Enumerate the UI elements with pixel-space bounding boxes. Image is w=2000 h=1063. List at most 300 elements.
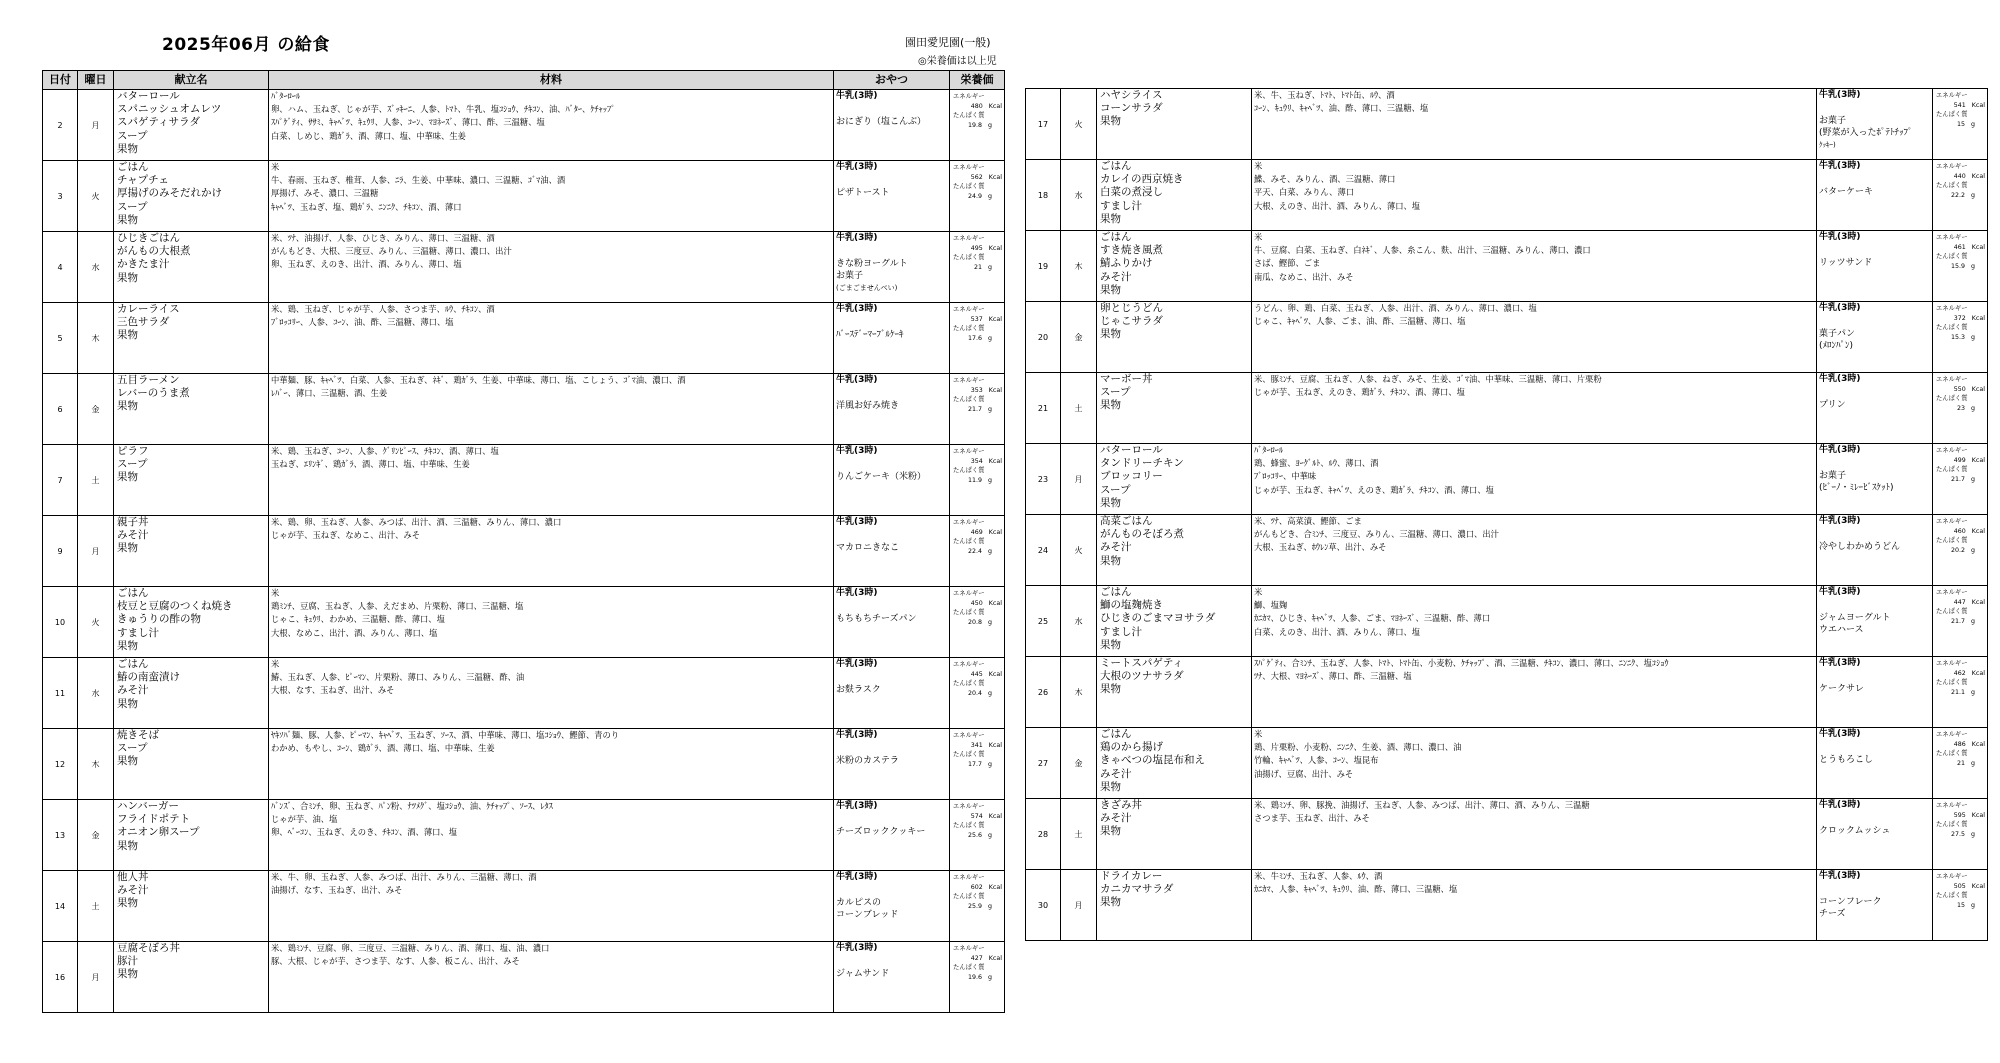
menu-item: ひじきごはん (117, 232, 180, 244)
energy-label: エネルギー (953, 803, 985, 810)
day-cell: 14 (43, 871, 78, 942)
snack-milk: 牛乳(3時) (1819, 161, 1861, 171)
snack-cell (834, 232, 950, 303)
protein-value (1936, 191, 1987, 201)
protein-number: 25.9 (967, 902, 982, 910)
menu-item: 枝豆と豆腐のつくね焼き (117, 600, 233, 613)
snack-main: もちもちチーズパン (836, 614, 917, 624)
menu-cell (114, 445, 269, 516)
menu-item: ハヤシライス (1100, 89, 1163, 101)
nutrition-cell (950, 729, 1005, 800)
ingredients-cell (269, 232, 834, 303)
snack-main: コーンフレーク (1819, 897, 1882, 907)
protein-label: たんぱく質 (1936, 821, 1968, 829)
energy-unit: Kcal (1971, 101, 1985, 109)
ingredients-cell (1252, 231, 1817, 302)
snack-extra-note: (ごまごませんべい) (836, 284, 898, 292)
table-row (1026, 728, 1988, 799)
protein-label: たんぱく質 (953, 112, 985, 120)
energy-number: 505 (1953, 882, 1966, 890)
protein-number: 17.6 (967, 334, 982, 342)
ingredients-cell (1252, 728, 1817, 799)
protein-unit: g (988, 689, 992, 697)
menu-cell (1097, 231, 1252, 302)
protein-value (1936, 404, 1987, 414)
protein-label: たんぱく質 (953, 893, 985, 901)
energy-label: エネルギー (1936, 163, 1968, 170)
day-cell: 13 (43, 800, 78, 871)
menu-item: 高菜ごはん (1100, 515, 1153, 527)
energy-value (953, 812, 1004, 822)
energy-number: 445 (970, 670, 983, 678)
energy-unit: Kcal (988, 102, 1002, 110)
ingredients-cell (269, 587, 834, 658)
nutrition-cell (950, 445, 1005, 516)
menu-item: 果物 (117, 271, 138, 284)
snack-main: 冷やしわかめうどん (1819, 542, 1901, 552)
snack-main: クロックムッシュ (1819, 826, 1891, 836)
menu-item: ごはん (1100, 728, 1132, 740)
protein-number: 15 (1956, 901, 1965, 909)
menu-item: カレイの西京焼き (1100, 173, 1184, 186)
day-cell: 5 (43, 303, 78, 374)
menu-item: ごはん (117, 658, 149, 670)
protein-label: たんぱく質 (953, 396, 985, 404)
ingredient-line: 油揚げ、なす、玉ねぎ、出汁、みそ (271, 885, 403, 896)
ingredient-line: 中華麺、豚、ｷｬﾍﾞﾂ、白菜、人参、玉ねぎ、ﾈｷﾞ、鶏ｶﾞﾗ、生姜、中華味、薄口、塩、こしょう、ｺﾞﾏ油、濃口、酒 (271, 375, 686, 385)
ingredient-line: 鶏、片栗粉、小麦粉、ﾆﾝﾆｸ、生姜、酒、薄口、濃口、油 (1254, 742, 1462, 753)
ingredient-line: 米、鶏ﾐﾝﾁ、卵、豚挽、油揚げ、玉ねぎ、人参、みつば、出汁、薄口、酒、みりん、三温糖 (1254, 800, 1590, 810)
protein-unit: g (988, 405, 992, 413)
ingredient-line: ﾌﾞﾛｯｺﾘｰ、中華味 (1254, 471, 1317, 482)
menu-item: みそ汁 (117, 884, 149, 897)
energy-value (1936, 598, 1987, 608)
protein-value (1936, 830, 1987, 840)
energy-number: 460 (1953, 527, 1966, 535)
weekday-cell: 水 (1061, 586, 1097, 657)
energy-number: 595 (1953, 811, 1966, 819)
energy-value (953, 315, 1004, 325)
nutrition-cell (950, 303, 1005, 374)
ingredient-line: 米、ﾂﾅ、油揚げ、人参、ひじき、みりん、薄口、三温糖、酒 (271, 233, 495, 243)
day-cell: 19 (1026, 231, 1061, 302)
protein-unit: g (1971, 120, 1975, 128)
energy-label: エネルギー (1936, 518, 1968, 525)
ingredient-line: ﾌﾞﾛｯｺﾘｰ、人参、ｺｰﾝ、油、酢、三温糖、薄口、塩 (271, 317, 454, 328)
ingredient-line: 厚揚げ、みそ、濃口、三温糖 (271, 188, 379, 199)
ingredient-line: 白菜、えのき、出汁、酒、みりん、薄口、塩 (1254, 626, 1421, 637)
menu-item: 果物 (117, 329, 138, 342)
day-cell: 10 (43, 587, 78, 658)
snack-milk: 牛乳(3時) (1819, 516, 1861, 526)
snack-cell (834, 800, 950, 871)
nutrition-cell (1933, 302, 1988, 373)
protein-value (1936, 617, 1987, 627)
menu-cell (1097, 799, 1252, 870)
energy-unit: Kcal (988, 173, 1002, 181)
protein-unit: g (1971, 617, 1975, 625)
energy-value (1936, 527, 1987, 537)
energy-label: エネルギー (953, 164, 985, 171)
protein-unit: g (1971, 475, 1975, 483)
menu-item: 鶏のから揚げ (1100, 741, 1163, 754)
menu-cell (114, 374, 269, 445)
menu-item: チャプチェ (117, 174, 169, 187)
ingredient-line: 米 (1254, 161, 1263, 171)
ingredients-cell (269, 516, 834, 587)
energy-number: 486 (1953, 740, 1966, 748)
protein-number: 20.8 (967, 618, 982, 626)
menu-item: 鯖ふりかけ (1100, 257, 1153, 270)
nutrition-cell (1933, 373, 1988, 444)
menu-cell (1097, 160, 1252, 231)
protein-value (953, 902, 1004, 912)
table-row (1026, 89, 1988, 160)
nutrition-cell (950, 800, 1005, 871)
energy-unit: Kcal (988, 741, 1002, 749)
snack-extra: お菓子 (836, 271, 864, 281)
menu-item: 果物 (1100, 554, 1121, 567)
snack-main: プリン (1819, 400, 1846, 410)
protein-value (953, 334, 1004, 344)
protein-label: たんぱく質 (953, 467, 985, 475)
ingredient-line: 鰈、みそ、みりん、酒、三温糖、薄口 (1254, 174, 1396, 185)
energy-number: 354 (970, 457, 983, 465)
protein-unit: g (988, 192, 992, 200)
ingredient-line: 玉ねぎ、ｴﾘﾝｷﾞ、鶏ｶﾞﾗ、酒、薄口、塩、中華味、生姜 (271, 459, 470, 470)
protein-value (953, 192, 1004, 202)
menu-cell (1097, 515, 1252, 586)
table-row (43, 90, 1005, 161)
protein-label: たんぱく質 (1936, 608, 1968, 616)
energy-number: 440 (1953, 172, 1966, 180)
weekday-cell: 土 (78, 871, 114, 942)
menu-cell (1097, 89, 1252, 160)
menu-item: ごはん (117, 161, 149, 173)
day-cell: 7 (43, 445, 78, 516)
energy-number: 427 (970, 954, 983, 962)
protein-label: たんぱく質 (1936, 111, 1968, 119)
menu-item: スープ (117, 129, 148, 142)
protein-number: 19.6 (967, 973, 982, 981)
menu-item: みそ汁 (1100, 812, 1132, 825)
protein-unit: g (1971, 191, 1975, 199)
snack-milk: 牛乳(3時) (1819, 90, 1861, 100)
table-row (43, 303, 1005, 374)
protein-number: 21.7 (967, 405, 982, 413)
energy-value (1936, 385, 1987, 395)
weekday-cell: 金 (78, 374, 114, 445)
nutrition-cell (1933, 657, 1988, 728)
protein-label: たんぱく質 (1936, 182, 1968, 190)
ingredient-line: 米、鶏ﾐﾝﾁ、豆腐、卵、三度豆、三温糖、みりん、酒、薄口、塩、油、濃口 (271, 943, 550, 953)
protein-unit: g (988, 121, 992, 129)
table-row (1026, 586, 1988, 657)
snack-main: おにぎり（塩こんぶ） (836, 117, 927, 127)
nutrition-cell (1933, 870, 1988, 941)
energy-unit: Kcal (988, 954, 1002, 962)
protein-unit: g (1971, 830, 1975, 838)
snack-main: リッツサンド (1819, 258, 1873, 268)
menu-cell (1097, 728, 1252, 799)
snack-milk: 牛乳(3時) (836, 91, 878, 101)
energy-number: 353 (970, 386, 983, 394)
protein-unit: g (988, 618, 992, 626)
snack-milk: 牛乳(3時) (836, 304, 878, 314)
energy-label: エネルギー (953, 519, 985, 526)
snack-main: バターケーキ (1819, 187, 1874, 197)
protein-number: 15 (1956, 120, 1965, 128)
weekday-cell: 木 (1061, 657, 1097, 728)
menu-cell (1097, 870, 1252, 941)
energy-value (953, 599, 1004, 609)
snack-main: マカロニきなこ (836, 543, 900, 553)
menu-item: すまし汁 (1100, 625, 1142, 638)
snack-milk: 牛乳(3時) (836, 801, 878, 811)
snack-main: ﾊﾞｰｽﾃﾞｰﾏｰﾌﾞﾙｹｰｷ (836, 330, 904, 340)
menu-cell (1097, 444, 1252, 515)
ingredient-line: ｶﾆｶﾏ、人参、ｷｬﾍﾞﾂ、ｷｭｳﾘ、油、酢、薄口、三温糖、塩 (1254, 884, 1458, 895)
menu-item: じゃこサラダ (1100, 315, 1163, 328)
ingredient-line: 平天、白菜、みりん、薄口 (1254, 187, 1355, 198)
energy-value (953, 102, 1004, 112)
menu-item: かきたま汁 (117, 258, 170, 271)
energy-value (953, 883, 1004, 893)
snack-milk: 牛乳(3時) (1819, 729, 1861, 739)
snack-cell (1817, 870, 1933, 941)
nutrition-cell (950, 658, 1005, 729)
ingredient-line: 米、牛、玉ねぎ、ﾄﾏﾄ、ﾄﾏﾄ缶、ﾙｳ、酒 (1254, 90, 1395, 100)
menu-item: 果物 (117, 542, 138, 555)
menu-item: スパニッシュオムレツ (117, 103, 222, 116)
menu-item: 果物 (1100, 283, 1121, 296)
menu-item: ミートスパゲティ (1100, 657, 1184, 669)
ingredient-line: 米 (1254, 587, 1263, 597)
protein-value (953, 618, 1004, 628)
menu-item: ごはん (117, 587, 149, 599)
menu-item: スープ (1100, 483, 1131, 496)
table-row (43, 445, 1005, 516)
protein-label: たんぱく質 (953, 254, 985, 262)
menu-item: みそ汁 (1100, 541, 1132, 554)
energy-number: 495 (970, 244, 983, 252)
energy-label: エネルギー (1936, 92, 1968, 99)
ingredients-cell (269, 942, 834, 1013)
energy-unit: Kcal (988, 528, 1002, 536)
ingredient-line: じゃが芋、油、塩 (271, 814, 338, 825)
energy-label: エネルギー (953, 306, 985, 313)
nutrition-cell (1933, 799, 1988, 870)
snack-main: ジャムヨーグルト (1819, 613, 1891, 623)
menu-item: みそ汁 (117, 529, 149, 542)
snack-cell (1817, 728, 1933, 799)
table-row (1026, 160, 1988, 231)
snack-milk: 牛乳(3時) (1819, 658, 1861, 668)
ingredient-line: さば、鰹節、ごま (1254, 258, 1321, 269)
energy-number: 602 (970, 883, 983, 891)
energy-label: エネルギー (1936, 234, 1968, 241)
menu-item: きゅうりの酢の物 (117, 613, 201, 626)
snack-cell (1817, 89, 1933, 160)
menu-cell (1097, 657, 1252, 728)
protein-label: たんぱく質 (1936, 253, 1968, 261)
nutrition-cell (950, 374, 1005, 445)
energy-number: 447 (1953, 598, 1966, 606)
day-cell: 12 (43, 729, 78, 800)
ingredients-cell (1252, 302, 1817, 373)
ingredients-cell (1252, 586, 1817, 657)
menu-cell (114, 658, 269, 729)
snack-cell (1817, 160, 1933, 231)
protein-value (1936, 120, 1987, 130)
weekday-cell: 木 (78, 729, 114, 800)
snack-cell (1817, 302, 1933, 373)
menu-item: スープ (117, 200, 148, 213)
header-nutrition: 栄養価 (950, 71, 1005, 90)
energy-label: エネルギー (953, 235, 985, 242)
menu-cell (1097, 586, 1252, 657)
menu-rows-right (1026, 89, 1988, 941)
protein-value (953, 121, 1004, 131)
day-cell: 9 (43, 516, 78, 587)
menu-item: 焼きそば (117, 729, 159, 741)
menu-item: バターロール (1100, 444, 1163, 456)
energy-number: 341 (970, 741, 983, 749)
ingredients-cell (269, 445, 834, 516)
menu-item: 果物 (1100, 825, 1121, 838)
table-row (1026, 515, 1988, 586)
day-cell: 4 (43, 232, 78, 303)
protein-label: たんぱく質 (1936, 324, 1968, 332)
protein-value (1936, 475, 1987, 485)
protein-value (953, 760, 1004, 770)
energy-label: エネルギー (1936, 376, 1968, 383)
ingredient-line: 米 (271, 162, 280, 172)
energy-label: エネルギー (1936, 660, 1968, 667)
weekday-cell: 月 (1061, 870, 1097, 941)
menu-item: ごはん (1100, 160, 1132, 172)
table-row (43, 729, 1005, 800)
snack-cell (834, 516, 950, 587)
ingredient-line: 米、ﾂﾅ、高菜漬、鰹節、ごま (1254, 516, 1362, 526)
menu-item: ピラフ (117, 445, 149, 457)
energy-label: エネルギー (953, 945, 985, 952)
protein-label: たんぱく質 (953, 609, 985, 617)
protein-value (953, 405, 1004, 415)
ingredient-line: 鶏、蜂蜜、ﾖｰｸﾞﾙﾄ、ﾙｳ、薄口、酒 (1254, 458, 1379, 469)
table-row (43, 871, 1005, 942)
menu-item: ごはん (1100, 586, 1132, 598)
energy-unit: Kcal (988, 457, 1002, 465)
energy-unit: Kcal (1971, 385, 1985, 393)
table-row (43, 232, 1005, 303)
protein-label: たんぱく質 (1936, 750, 1968, 758)
menu-item: 親子丼 (117, 516, 149, 528)
ingredient-line: 米 (271, 588, 280, 598)
ingredient-line: 大根、なめこ、出汁、酒、みりん、薄口、塩 (271, 627, 438, 638)
snack-cell (1817, 231, 1933, 302)
menu-item: 鰤の塩麹焼き (1100, 599, 1163, 612)
energy-number: 480 (970, 102, 983, 110)
weekday-cell: 土 (78, 445, 114, 516)
ingredient-line: 米、牛、卵、玉ねぎ、人参、みつば、出汁、みりん、三温糖、薄口、酒 (271, 872, 537, 882)
snack-cell (834, 871, 950, 942)
energy-label: エネルギー (1936, 447, 1968, 454)
table-row (1026, 799, 1988, 870)
menu-cell (114, 942, 269, 1013)
protein-unit: g (988, 476, 992, 484)
snack-cell (1817, 586, 1933, 657)
energy-unit: Kcal (988, 883, 1002, 891)
protein-unit: g (988, 263, 992, 271)
protein-number: 20.4 (967, 689, 982, 697)
menu-item: 果物 (117, 968, 138, 981)
protein-label: たんぱく質 (953, 680, 985, 688)
snack-milk: 牛乳(3時) (836, 233, 878, 243)
menu-cell (114, 161, 269, 232)
nutrition-cell (950, 161, 1005, 232)
menu-cell (114, 587, 269, 658)
menu-item: 果物 (117, 755, 138, 768)
protein-number: 11.9 (967, 476, 982, 484)
energy-unit: Kcal (1971, 882, 1985, 890)
nutrition-cell (1933, 444, 1988, 515)
ingredient-line: じゃが芋、玉ねぎ、えのき、鶏ｶﾞﾗ、ﾁｷｺﾝ、酒、薄口、塩 (1254, 387, 1465, 398)
menu-item: ひじきのごまマヨサラダ (1100, 612, 1216, 625)
energy-value (1936, 243, 1987, 253)
ingredient-line: 米、鶏、玉ねぎ、じゃが芋、人参、さつま芋、ﾙｳ、ﾁｷｺﾝ、酒 (271, 304, 495, 314)
ingredient-line: 牛、春雨、玉ねぎ、椎茸、人参、ﾆﾗ、生姜、中華味、濃口、三温糖、ｺﾞﾏ油、酒 (271, 175, 566, 186)
menu-item: カレーライス (117, 303, 180, 315)
header-menu: 献立名 (114, 71, 269, 90)
menu-item: 果物 (1100, 496, 1121, 509)
energy-unit: Kcal (988, 244, 1002, 252)
snack-main: ジャムサンド (836, 969, 890, 979)
ingredients-cell (1252, 870, 1817, 941)
protein-unit: g (988, 902, 992, 910)
table-row (1026, 657, 1988, 728)
menu-item: レバーのうま煮 (117, 387, 190, 400)
weekday-cell: 土 (1061, 373, 1097, 444)
protein-value (1936, 688, 1987, 698)
menu-item: 卵とじうどん (1100, 302, 1163, 314)
ingredients-cell (1252, 89, 1817, 160)
nutrition-cell (950, 587, 1005, 658)
menu-item: ハンバーガー (117, 800, 180, 812)
protein-unit: g (1971, 262, 1975, 270)
menu-cell (1097, 302, 1252, 373)
menu-item: きゃべつの塩昆布和え (1100, 754, 1205, 767)
snack-milk: 牛乳(3時) (1819, 587, 1861, 597)
menu-item: タンドリーチキン (1100, 457, 1184, 470)
menu-item: フライドポテト (117, 813, 191, 826)
energy-label: エネルギー (1936, 873, 1968, 880)
ingredients-cell (1252, 160, 1817, 231)
protein-unit: g (1971, 688, 1975, 696)
menu-item: 果物 (117, 213, 138, 226)
protein-value (1936, 262, 1987, 272)
energy-number: 550 (1953, 385, 1966, 393)
nutrition-cell (1933, 586, 1988, 657)
ingredient-line: じゃが芋、玉ねぎ、なめこ、出汁、みそ (271, 530, 421, 541)
protein-value (1936, 333, 1987, 343)
menu-item: 大根のツナサラダ (1100, 670, 1184, 683)
energy-unit: Kcal (1971, 172, 1985, 180)
header-weekday: 曜日 (78, 71, 114, 90)
snack-cell (1817, 373, 1933, 444)
snack-milk: 牛乳(3時) (836, 588, 878, 598)
menu-item: 果物 (1100, 115, 1121, 128)
